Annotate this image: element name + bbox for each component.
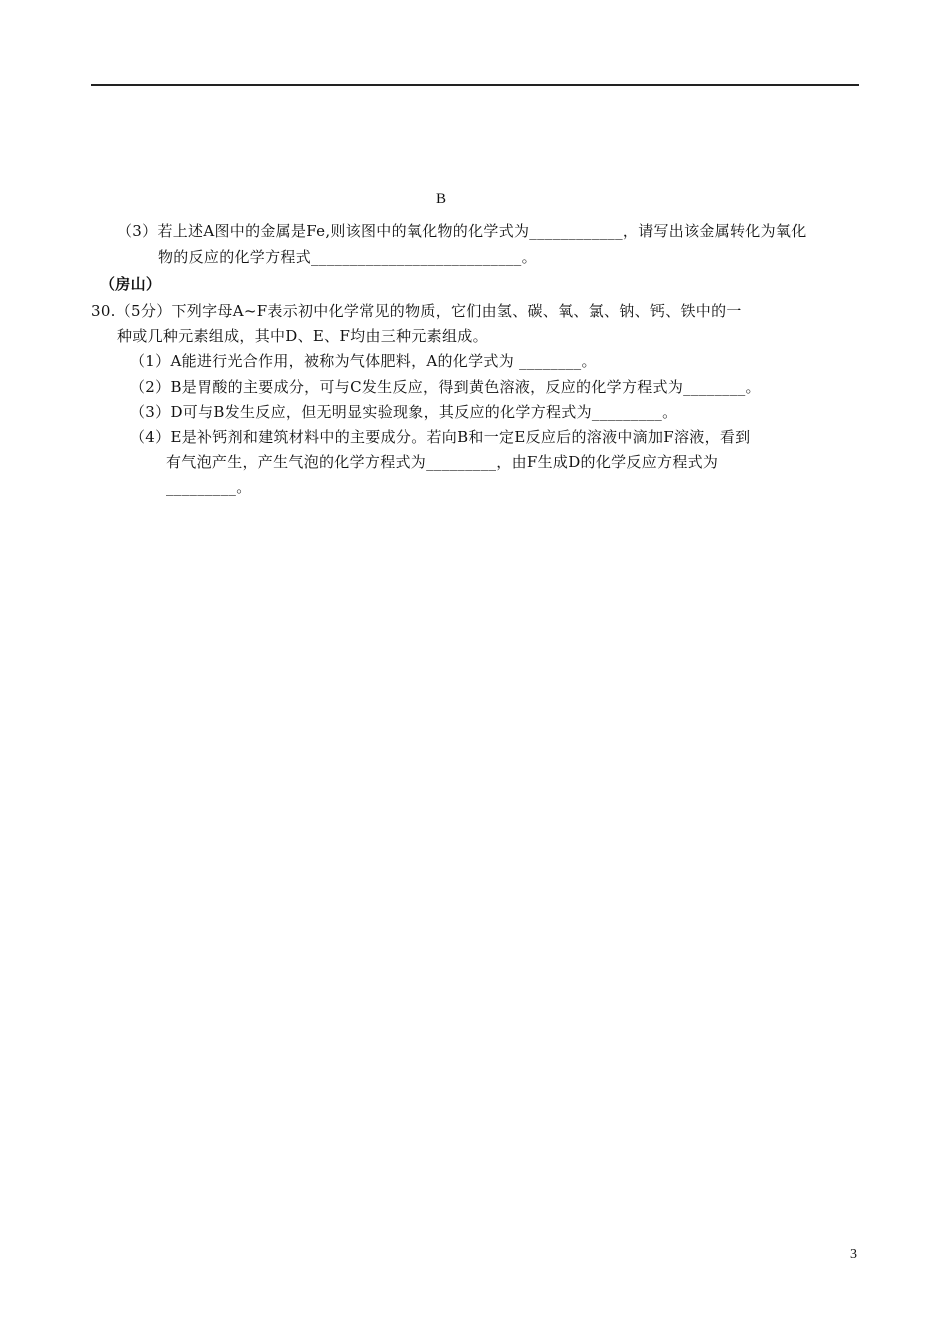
q30-sub4-line3: _________。 (166, 478, 252, 496)
page-number: 3 (850, 1247, 857, 1262)
header-rule (91, 84, 859, 86)
q30-line2: 种或几种元素组成，其中D、E、F均由三种元素组成。 (117, 327, 488, 345)
q30-sub4-line1: （4）E是补钙剂和建筑材料中的主要成分。若向B和一定E反应后的溶液中滴加F溶液，看到 (130, 428, 751, 446)
q3-prev-line2: 物的反应的化学方程式___________________________。 (158, 248, 537, 266)
figure-label: B (436, 191, 447, 207)
q30-sub1: （1）A能进行光合作用，被称为气体肥料，A的化学式为 ________。 (130, 352, 597, 370)
q30-sub2: （2）B是胃酸的主要成分，可与C发生反应，得到黄色溶液，反应的化学方程式为________。 (130, 378, 761, 396)
q3-prev-line1: （3）若上述A图中的金属是Fe,则该图中的氧化物的化学式为____________，请写出该金属转化为氧化 (117, 222, 807, 240)
q30-sub4-line2: 有气泡产生，产生气泡的化学方程式为_________，由F生成D的化学反应方程式为 (166, 453, 719, 471)
section-title: （房山） (100, 275, 162, 293)
q30-line1: 30.（5分）下列字母A~F表示初中化学常见的物质，它们由氢、碳、氧、氯、钠、钙、铁中的一 (91, 302, 742, 320)
q30-sub3: （3）D可与B发生反应，但无明显实验现象，其反应的化学方程式为_________。 (130, 403, 678, 421)
